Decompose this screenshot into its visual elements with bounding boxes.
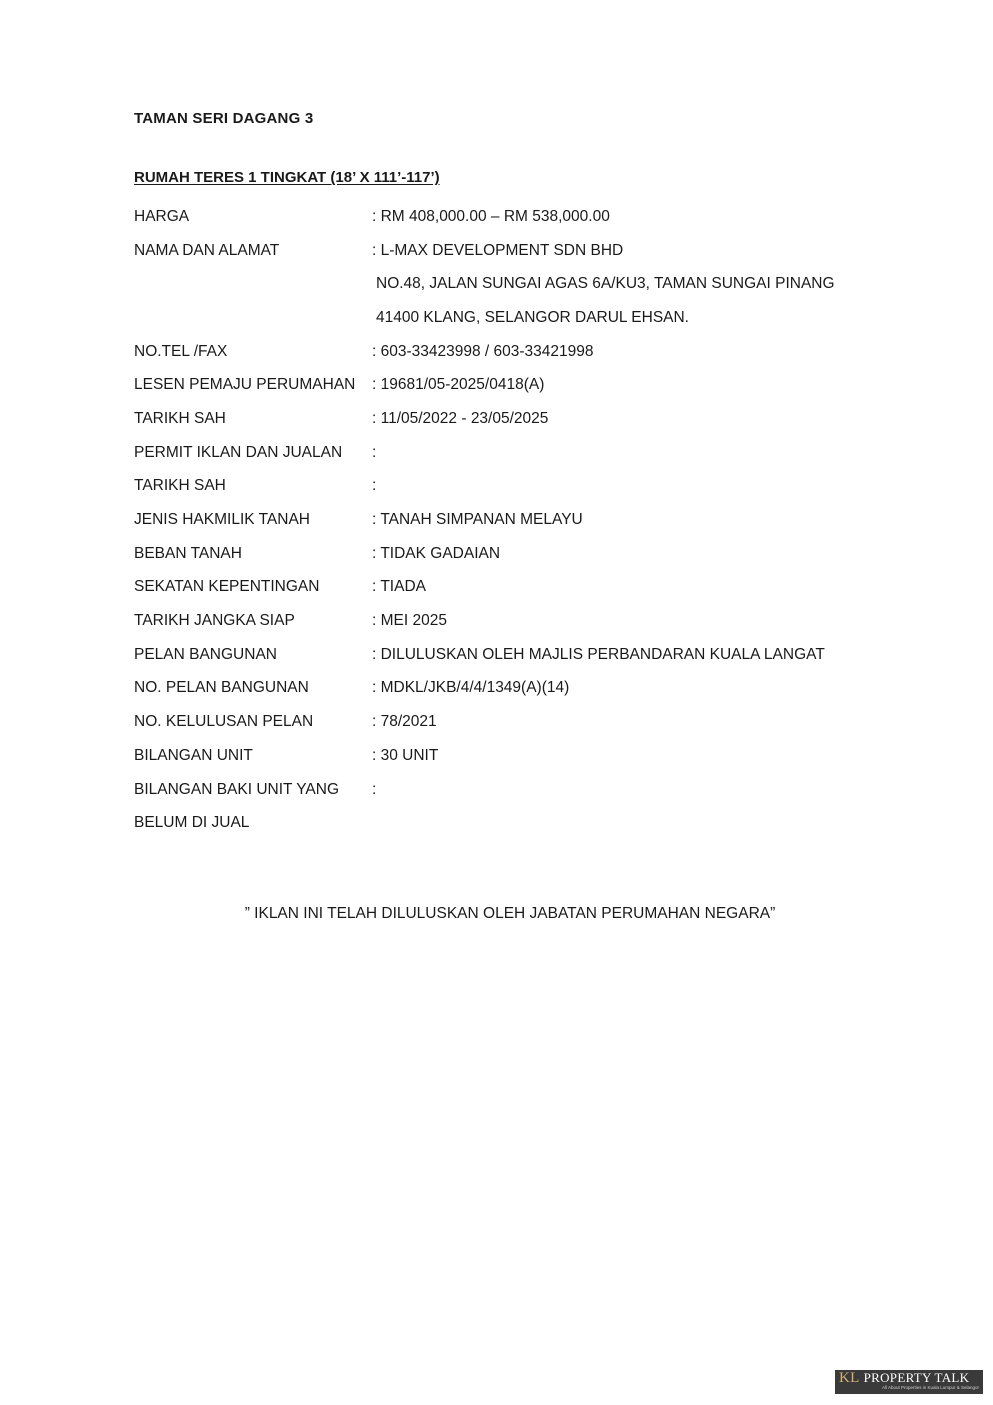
detail-row-address-line-2 [134, 301, 894, 335]
detail-value: : 11/05/2022 - 23/05/2025 [372, 409, 549, 427]
detail-value: : 19681/05-2025/0418(A) [372, 376, 545, 394]
detail-row-beban-tanah [134, 537, 894, 571]
detail-row-belum-dijual [134, 806, 894, 840]
detail-value: : 603-33423998 / 603-33421998 [372, 342, 594, 360]
detail-label: TARIKH SAH [134, 477, 226, 495]
watermark-kl: KL [839, 1370, 860, 1386]
detail-label: PERMIT IKLAN DAN JUALAN [134, 443, 343, 461]
detail-label: TARIKH JANGKA SIAP [134, 612, 295, 630]
detail-label: BELUM DI JUAL [134, 814, 250, 832]
details-list [134, 200, 894, 840]
detail-row-address-line-1 [134, 267, 894, 301]
detail-row-lesen-pemaju [134, 368, 894, 402]
detail-row-permit-iklan [134, 436, 894, 470]
detail-row-tel-fax [134, 335, 894, 369]
detail-row-nama-alamat [134, 234, 894, 268]
page-title: TAMAN SERI DAGANG 3 [134, 110, 314, 127]
detail-value: : DILULUSKAN OLEH MAJLIS PERBANDARAN KUALA LANGAT [372, 645, 825, 663]
detail-label: BEBAN TANAH [134, 544, 242, 562]
watermark-brand [839, 1371, 979, 1385]
detail-value: : 78/2021 [372, 713, 437, 731]
watermark-logo [835, 1370, 983, 1394]
section-subtitle: RUMAH TERES 1 TINGKAT (18’ X 111’-117’) [134, 169, 440, 186]
detail-value: 41400 KLANG, SELANGOR DARUL EHSAN. [376, 308, 689, 326]
detail-value: : RM 408,000.00 – RM 538,000.00 [372, 207, 610, 225]
detail-row-baki-unit [134, 773, 894, 807]
detail-row-bilangan-unit [134, 739, 894, 773]
approval-note: ” IKLAN INI TELAH DILULUSKAN OLEH JABATAN PERUMAHAN NEGARA” [244, 905, 776, 922]
detail-row-hakmilik [134, 503, 894, 537]
detail-label: SEKATAN KEPENTINGAN [134, 578, 320, 596]
detail-label: JENIS HAKMILIK TANAH [134, 511, 310, 529]
detail-value: NO.48, JALAN SUNGAI AGAS 6A/KU3, TAMAN SUNGAI PINANG [376, 275, 835, 293]
detail-label: NO. PELAN BANGUNAN [134, 679, 309, 697]
detail-row-no-kelulusan [134, 705, 894, 739]
detail-value: : L-MAX DEVELOPMENT SDN BHD [372, 241, 624, 259]
detail-label: NO.TEL /FAX [134, 342, 228, 360]
detail-row-tarikh-sah-lesen [134, 402, 894, 436]
detail-value: : [372, 477, 377, 495]
detail-label: PELAN BANGUNAN [134, 645, 277, 663]
detail-label: TARIKH SAH [134, 409, 226, 427]
detail-label: BILANGAN BAKI UNIT YANG [134, 780, 340, 798]
detail-label: LESEN PEMAJU PERUMAHAN [134, 376, 356, 394]
detail-label: NAMA DAN ALAMAT [134, 241, 280, 259]
detail-row-no-pelan [134, 672, 894, 706]
detail-value: : TIDAK GADAIAN [372, 544, 501, 562]
detail-label: BILANGAN UNIT [134, 746, 253, 764]
detail-row-harga [134, 200, 894, 234]
detail-label: NO. KELULUSAN PELAN [134, 713, 314, 731]
watermark-brand-name: PROPERTY TALK [863, 1370, 970, 1385]
detail-value: : MEI 2025 [372, 612, 447, 630]
watermark-tagline: All About Properties in Kuala Lumpur & Selangor [881, 1385, 979, 1390]
detail-row-tarikh-siap [134, 604, 894, 638]
detail-row-pelan-bangunan [134, 638, 894, 672]
detail-value: : TANAH SIMPANAN MELAYU [372, 511, 583, 529]
detail-value: : [372, 780, 377, 798]
detail-label: HARGA [134, 207, 190, 225]
detail-row-tarikh-sah-permit [134, 470, 894, 504]
detail-value: : [372, 443, 377, 461]
detail-value: : TIADA [372, 578, 426, 596]
detail-row-sekatan [134, 571, 894, 605]
detail-value: : 30 UNIT [372, 746, 439, 764]
detail-value: : MDKL/JKB/4/4/1349(A)(14) [372, 679, 570, 697]
